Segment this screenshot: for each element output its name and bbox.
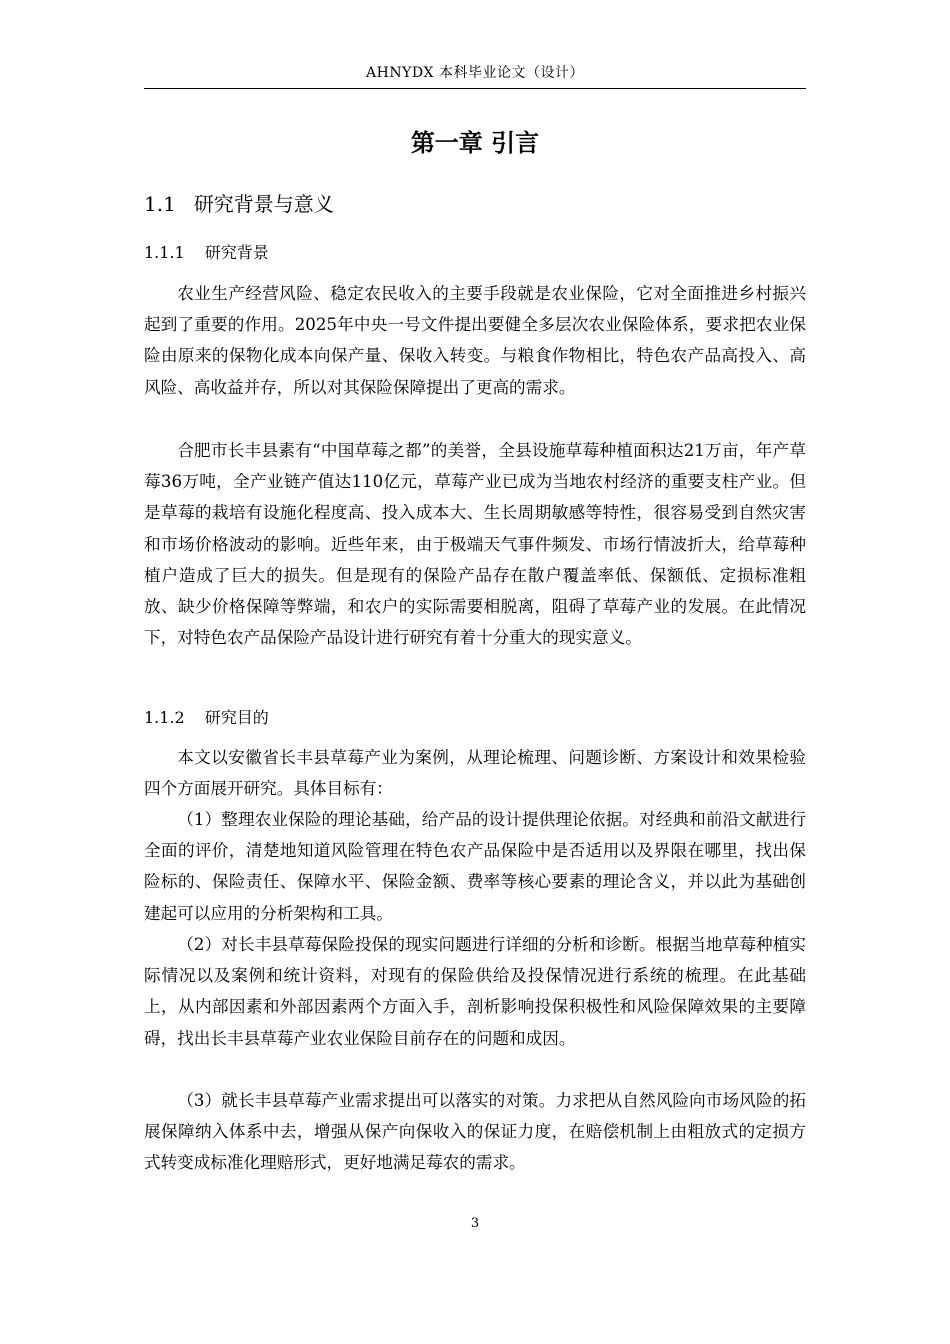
page-number: 3 — [470, 1216, 480, 1231]
header-divider — [144, 88, 806, 89]
subsection-heading-1-1-1 — [144, 241, 269, 265]
running-header: AHNYDX 本科毕业论文（设计） — [366, 65, 584, 81]
paragraph-background-1: 农业生产经营风险、稳定农民收入的主要手段就是农业保险，它对全面推进乡村振兴起到了重要的作用。2025年中央一号文件提出要健全多层次农业保险体系，要求把农业保险由原来的保物化成本向保产量、保收入转变。与粮食作物相比，特色农产品高投入、高风险、高收益并存，所以对其保险保障提出了更高的需求。 — [144, 284, 806, 397]
section-number: 1.1 — [144, 192, 176, 216]
subsection-title: 研究目的 — [204, 708, 269, 727]
paragraph-purpose-intro: 本文以安徽省长丰县草莓产业为案例，从理论梳理、问题诊断、方案设计和效果检验四个方面展开研究。具体目标有： — [144, 748, 806, 799]
subsection-number: 1.1.1 — [144, 243, 185, 262]
paragraph-purpose-2: （2）对长丰县草莓保险投保的现实问题进行详细的分析和诊断。根据当地草莓种植实际情况以及案例和统计资料，对现有的保险供给及投保情况进行系统的梳理。在此基础上，从内部因素和外部因素两个方面入手，剖析影响投保积极性和风险保障效果的主要障碍，找出长丰县草莓产业农业保险目前存在的问题和成因。 — [144, 935, 806, 1048]
chapter-title: 第一章 引言 — [410, 129, 540, 157]
subsection-number: 1.1.2 — [144, 708, 185, 727]
paragraph-purpose-1: （1）整理农业保险的理论基础，给产品的设计提供理论依据。对经典和前沿文献进行全面的评价，清楚地知道风险管理在特色农产品保险中是否适用以及界限在哪里，找出保险标的、保险责任、保障水平、保险金额、费率等核心要素的理论含义，并以此为基础创建起可以应用的分析架构和工具。 — [144, 810, 806, 923]
subsection-heading-1-1-2 — [144, 706, 269, 730]
section-title: 研究背景与意义 — [193, 192, 334, 216]
section-heading-1-1 — [144, 189, 334, 219]
paragraph-purpose-3: （3）就长丰县草莓产业需求提出可以落实的对策。力求把从自然风险向市场风险的拓展保障纳入体系中去，增强从保产向保收入的保证力度，在赔偿机制上由粗放式的定损方式转变成标准化理赔形式，更好地满足莓农的需求。 — [144, 1091, 806, 1173]
paragraph-background-2: 合肥市长丰县素有“中国草莓之都”的美誉，全县设施草莓种植面积达21万亩，年产草莓36万吨，全产业链产值达110亿元，草莓产业已成为当地农村经济的重要支柱产业。但是草莓的栽培有设施化程度高、投入成本大、生长周期敏感等特性，很容易受到自然灾害和市场价格波动的影响。近些年来，由于极端天气事件频发、市场行情波折大，给草莓种植户造成了巨大的损失。但是现有的保险产品存在散户覆盖率低、保额低、定损标准粗放、缺少价格保障等弊端，和农户的实际需要相脱离，阻碍了草莓产业的发展。在此情况下，对特色农产品保险产品设计进行研究有着十分重大的现实意义。 — [144, 441, 806, 648]
subsection-title: 研究背景 — [204, 243, 269, 262]
